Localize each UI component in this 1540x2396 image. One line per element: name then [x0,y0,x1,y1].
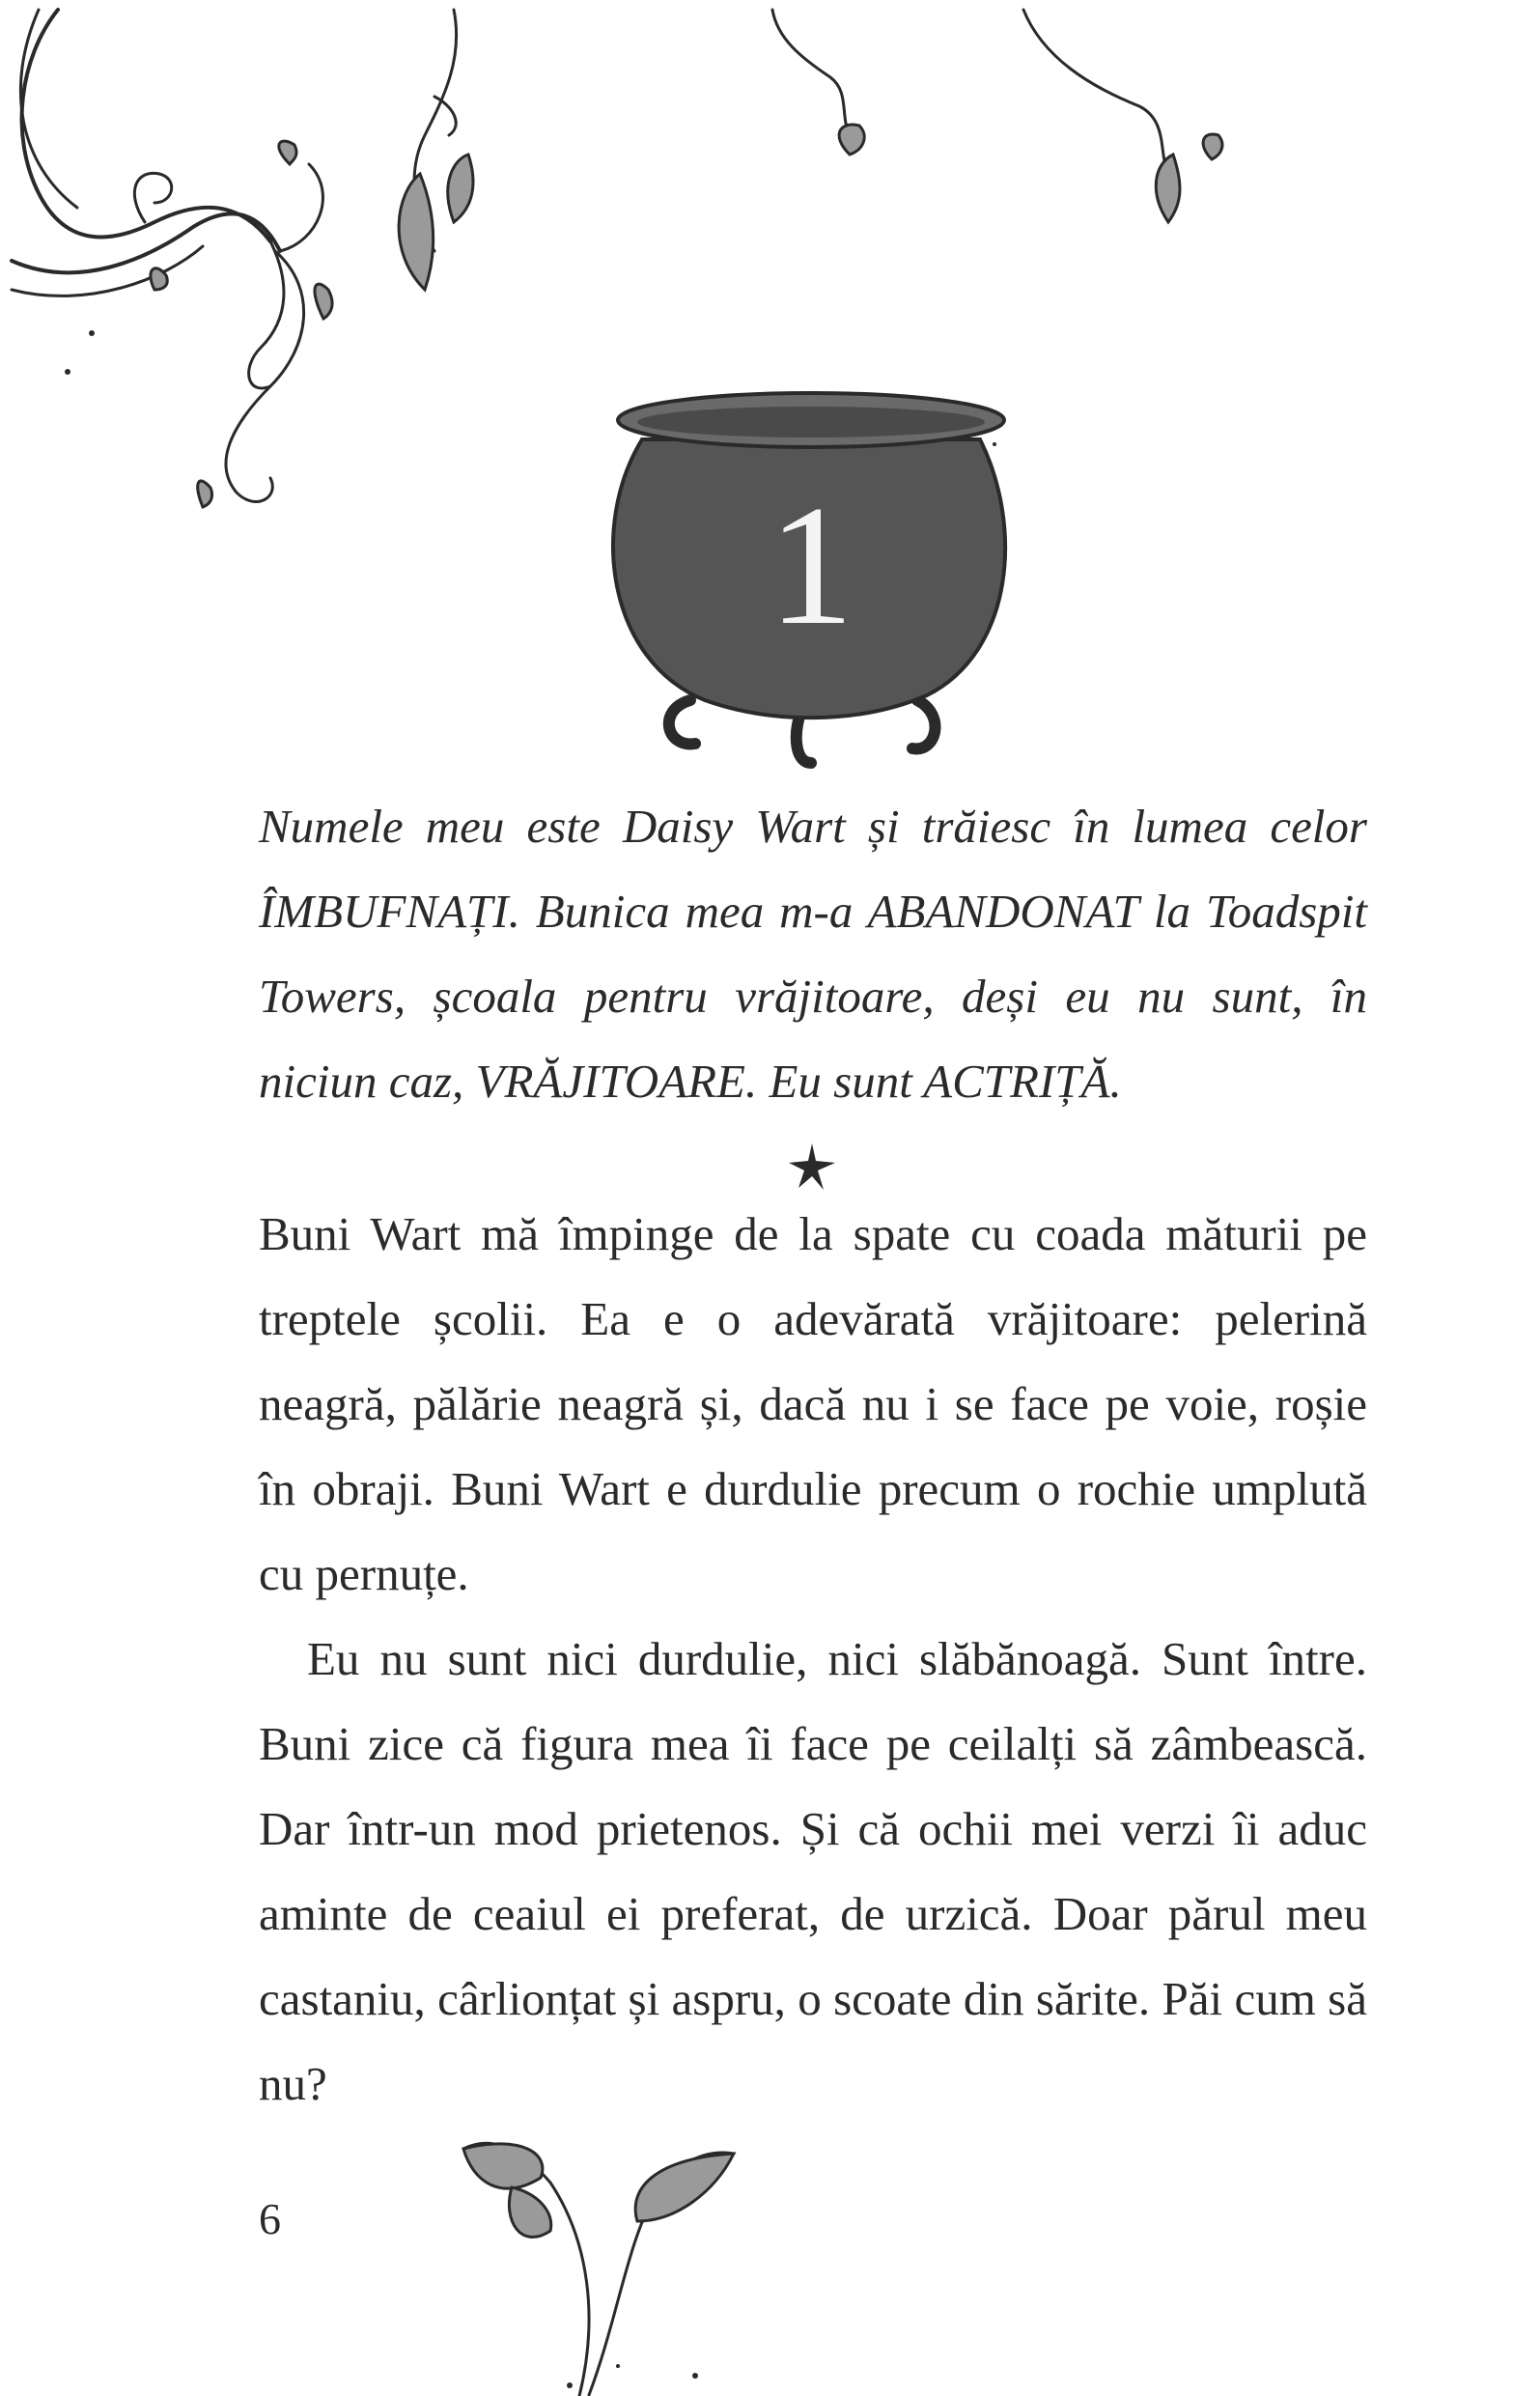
paragraph: Eu nu sunt nici durdulie, nici slăbănoagă. Sunt între. Buni zice că figura mea îi face pe ceilalți să zâmbească. Dar într-un mod prietenos. Și că ochii mei verzi îi aduc aminte de ceaiul ei preferat, de urzică. Doar părul meu castaniu, cârlionțat și aspru, o scoate din sărite. Păi cum să nu? [259,1632,1367,2110]
paragraph: Buni Wart mă împinge de la spate cu coada măturii pe treptele școlii. Ea e o adevărată vrăjitoare: pelerină neagră, pălărie neagră și, dacă nu i se face pe voie, roșie în obraji. Buni Wart e durdulie precum o rochie umplută cu pernuțe. [259,1207,1367,1600]
intro-paragraph [259,784,1367,1124]
body-text [259,1192,1367,2127]
chapter-cauldron [599,381,1023,787]
chapter-number: 1 [768,469,854,661]
intro-text: Numele meu este Daisy Wart și trăiesc în lumea celor ÎMBUFNAȚI. Bunica mea m-a ABANDONAT la Toadspit Towers, școala pentru vrăjitoare, deși eu nu sunt, în niciun caz, VRĂJITOARE. Eu sunt ACTRIȚĂ. [259,800,1367,1108]
star-icon [787,1142,837,1192]
page-number: 6 [259,2194,281,2243]
